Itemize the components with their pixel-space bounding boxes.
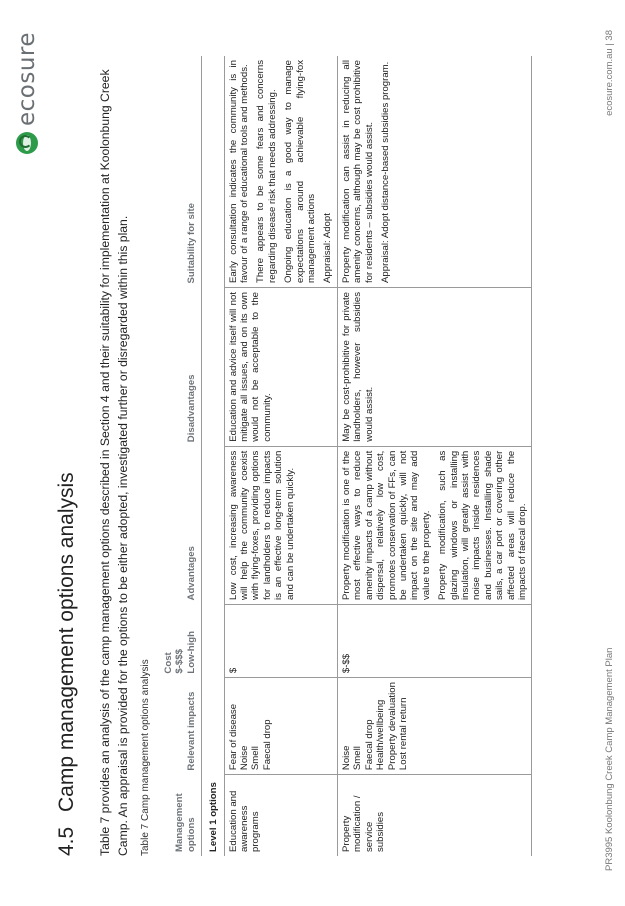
suitability-paragraph: There appears to be some fears and concerns regarding disease risk that needs addressing. [255,60,278,283]
impact-item: Smell [352,746,364,771]
impact-item: Smell [250,746,262,771]
suitability-paragraph: Early consultation indicates the community is in favour of a range of educational tools and methods. [227,60,251,283]
appraisal-text: Appraisal: Adopt [322,213,334,283]
suitability-paragraph: Ongoing education is a good way to manage expectations around achievable flying-fox management actions [283,60,318,283]
header-management-options: Management options [160,775,202,856]
intro-paragraph: Table 7 provides an analysis of the camp management options described in Section 4 and their suitability for implementation at Koolonbung Creek Camp. An appraisal is provided for the options to be either adopted, investigated further or disregarded within this plan. [98,69,130,856]
impact-item: Property devaluation [386,682,398,771]
table-row [224,56,337,856]
suitability-paragraph: Property modification can assist in reducing all amenity concerns, although may be cost prohibitive for residents – subsidies would assist. [340,60,375,283]
impact-item: Noise [340,745,352,771]
header-advantages: Advantages [160,446,202,604]
advantages-cell: Low cost, increasing awareness will help the community coexist with flying-foxes, providing options for landholders to reduce impacts is an effective long-term solution and can be undertaken quickly. [224,446,337,604]
header-suitability: Suitability for site [160,56,202,287]
level-1-label: Level 1 options [202,56,224,856]
impact-item: Noise [239,745,251,771]
header-cost-range: Low-high [185,630,197,674]
disadvantages-cell: May be cost-prohibitive for private landholders, however subsidies would assist. [337,287,532,446]
logo-text: ecosure [14,32,40,127]
impacts-cell [337,678,532,775]
section-number: 4.5 [55,826,78,856]
header-disadvantages: Disadvantages [160,287,202,446]
table-header-row [160,56,202,856]
cost-cell: $-$$ [337,604,532,677]
header-cost-scale: $-$$$ [174,649,186,674]
advantages-cell [337,446,532,604]
impact-item: Faecal drop [363,719,375,771]
advantages-paragraph: Property modification, such as glazing windows or installing insulation, will greatly assist with noise impacts inside residences and businesses. Installing shade sails, a car port or covering other affected areas will reduce the impacts of faecal drop. [437,450,528,600]
option-cell: Property modification / service subsidies [337,775,532,856]
impact-item: Lost rental return [397,697,409,771]
advantages-paragraph: Property modification is one of the most effective ways to reduce amenity impacts of a camp without dispersal, relatively low cost, promotes conservation of FFs, can be undertaken quickly, will not impact on the site and may add value to the property. [340,450,432,600]
impacts-cell [224,678,337,775]
footer-page-info: ecosure.com.au | 38 [604,30,615,116]
camp-options-table [160,56,532,856]
section-heading [55,472,79,856]
header-relevant-impacts: Relevant impacts [160,678,202,775]
ecosure-leaf-icon [16,132,38,154]
table-row [337,56,532,856]
header-cost [160,604,202,677]
option-cell: Education and awareness programs [224,775,337,856]
table-caption: Table 7 Camp management options analysis [140,659,151,856]
suitability-cell [337,56,532,287]
cost-cell: $ [224,604,337,677]
impact-item: Faecal drop [261,719,273,771]
footer-document-title: PR3995 Koolonbung Creek Camp Management Plan [604,647,615,871]
suitability-cell [224,56,337,287]
impact-item: Health/wellbeing [375,699,387,771]
disadvantages-cell: Education and advice itself will not mitigate all issues, and on its own would not be acceptable to the community. [224,287,337,446]
appraisal-text: Appraisal: Adopt distance-based subsidies program. [380,61,392,283]
header-cost-label: Cost [163,652,174,674]
ecosure-logo [14,32,40,154]
section-row-level-1 [202,56,224,856]
impact-item: Fear of disease [227,703,239,771]
section-title: Camp management options analysis [55,472,78,812]
